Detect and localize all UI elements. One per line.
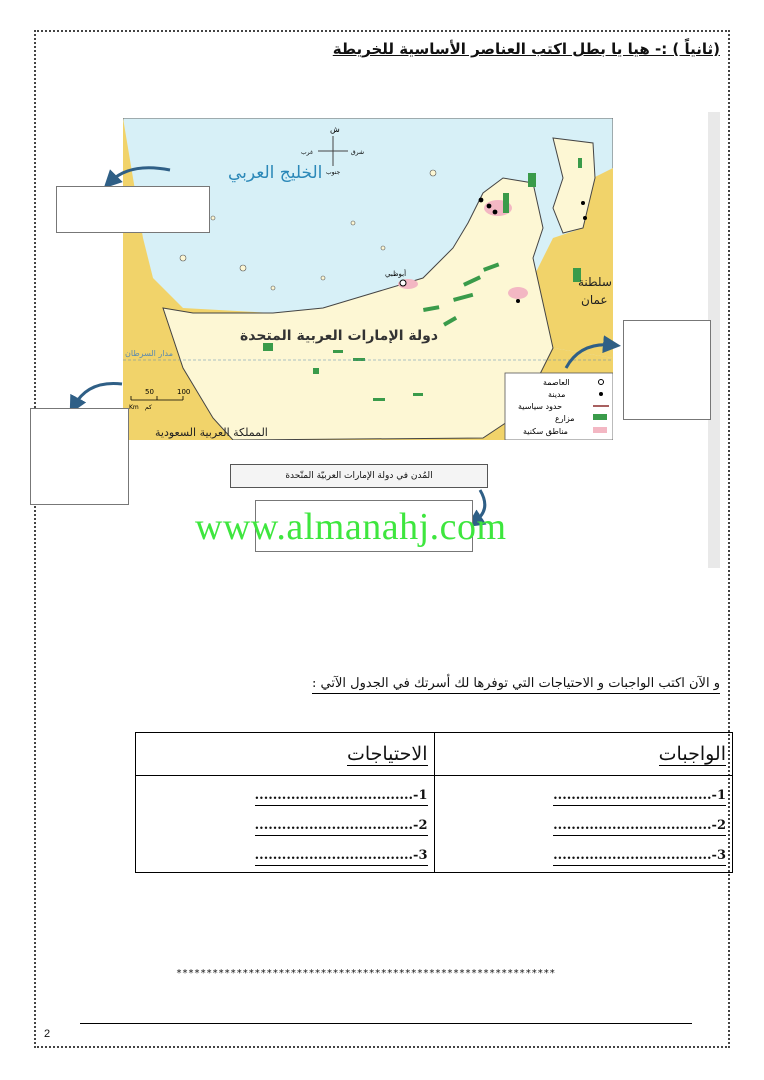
- oman-label-2: عمان: [581, 293, 608, 307]
- duties-row-2[interactable]: 2-...................................: [434, 806, 733, 836]
- compass-w: غرب: [301, 149, 314, 156]
- map-caption: المُدن في دولة الإمارات العربيّة المتّحدة: [230, 464, 488, 488]
- uae-map: [123, 118, 613, 440]
- compass-n: ش: [330, 125, 340, 134]
- duties-row-3[interactable]: 3-...................................: [434, 836, 733, 873]
- needs-row-2[interactable]: 2-...................................: [136, 806, 435, 836]
- answer-box-legend[interactable]: [623, 320, 711, 420]
- legend-capital: العاصمة: [543, 378, 570, 387]
- watermark: www.almanahj.com: [195, 506, 507, 548]
- needs-row-3[interactable]: 3-...................................: [136, 836, 435, 873]
- legend-city: مدينة: [548, 390, 566, 399]
- scale-km-ar: كم: [145, 404, 152, 411]
- compass-s: جنوب: [326, 169, 341, 176]
- table-instruction: و الآن اكتب الواجبات و الاحتياجات التي توفرها لك أسرتك في الجدول الآتي :: [312, 676, 720, 694]
- section-title: (ثانياً ) :- هيا يا بطل اكتب العناصر الأساسية للخريطة: [332, 40, 720, 58]
- oman-label-1: سلطنة: [578, 275, 612, 289]
- separator-stars: ***************************************************************: [176, 968, 556, 979]
- scale-50: 50: [145, 388, 154, 396]
- country-label: دولة الإمارات العربية المتحدة: [240, 328, 439, 344]
- scale-100: 100: [177, 388, 191, 396]
- abu-dhabi-label: أبوظبي: [385, 270, 407, 278]
- scale-km-en: Km: [129, 404, 139, 411]
- answer-box-title[interactable]: [56, 186, 210, 233]
- answer-box-scale[interactable]: [30, 408, 129, 505]
- gulf-label: الخليج العربي: [228, 163, 323, 183]
- tropic-label: مدار السرطان: [125, 349, 174, 358]
- saudi-label: المملكة العربية السعودية: [155, 426, 268, 439]
- legend-borders: حدود سياسية: [518, 402, 563, 411]
- footer-line: [80, 1023, 692, 1024]
- legend-residential: مناطق سكنية: [523, 427, 568, 436]
- needs-row-1[interactable]: 1-...................................: [136, 776, 435, 807]
- page-number: 2: [44, 1028, 51, 1040]
- duties-row-1[interactable]: 1-...................................: [434, 776, 733, 807]
- duties-needs-table: [135, 732, 733, 873]
- legend-farms: مزارع: [555, 414, 575, 423]
- needs-header: الاحتياجات: [136, 733, 435, 776]
- duties-header: الواجبات: [434, 733, 733, 776]
- compass-e: شرق: [351, 149, 364, 156]
